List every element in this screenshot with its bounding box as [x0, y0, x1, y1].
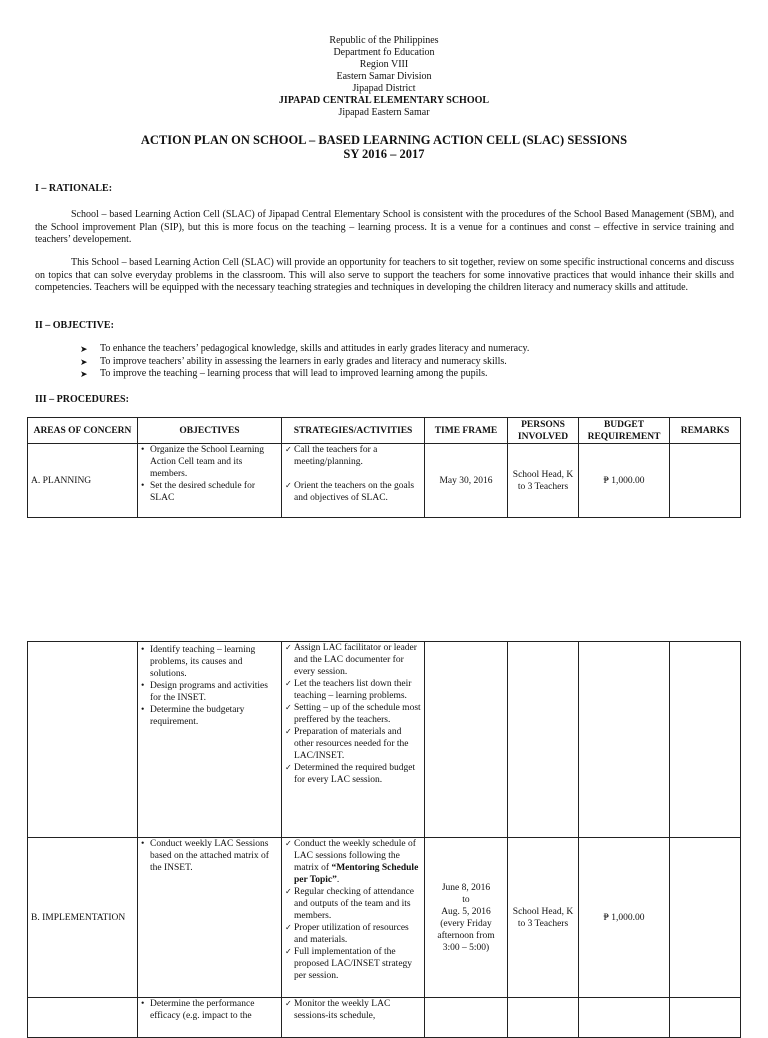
time-frame-cell: June 8, 2016 to Aug. 5, 2016 (every Friday afternoon from 3:00 – 5:00)	[425, 838, 508, 998]
column-header: TIME FRAME	[425, 418, 508, 444]
title-line: SY 2016 – 2017	[343, 147, 425, 161]
arrow-bullet-icon: ➤	[80, 369, 88, 379]
objectives-cell: • Conduct weekly LAC Sessions based on the attached matrix of the INSET.	[138, 838, 282, 998]
title-line: ACTION PLAN ON SCHOOL – BASED LEARNING ACTION CELL (SLAC) SESSIONS	[140, 133, 628, 147]
strategies-cell: ✓ Monitor the weekly LAC sessions-its schedule,	[282, 998, 425, 1038]
table-row	[28, 444, 741, 518]
remarks-cell	[670, 444, 741, 518]
strategies-cell: ✓ Conduct the weekly schedule of LAC sessions following the matrix of “Mentoring Schedule per Topic”. ✓ Regular checking of attendance and outputs of the team and its members. ✓ Proper utilization of resources and materials. ✓ Full implementation of the proposed LAC/INSET strategy per session.	[282, 838, 425, 998]
objectives-cell: • Organize the School Learning Action Cell team and its members. • Set the desired schedule for SLAC	[138, 444, 282, 518]
persons-cell: School Head, K to 3 Teachers	[508, 444, 579, 518]
header-line: Eastern Samar Division	[336, 71, 432, 82]
time-frame-cell: May 30, 2016	[425, 444, 508, 518]
rationale-heading: I – RATIONALE:	[35, 183, 113, 194]
area-cell	[28, 998, 138, 1038]
letterhead	[0, 35, 768, 119]
strategies-cell: ✓ Assign LAC facilitator or leader and the LAC documenter for every session. ✓ Let the teachers list down their teaching – learning problems. ✓ Setting – up of the schedule most preffered by the teachers. ✓ Preparation of materials and other resources needed for the LAC/INSET. ✓ Determined the required budget for every LAC session.	[282, 642, 425, 838]
column-header: REMARKS	[670, 418, 741, 444]
school-name: JIPAPAD CENTRAL ELEMENTARY SCHOOL	[278, 95, 490, 106]
header-line: Jipapad District	[352, 83, 416, 94]
area-cell: B. IMPLEMENTATION	[28, 838, 138, 998]
table-row	[28, 642, 741, 838]
column-header: STRATEGIES/ACTIVITIES	[282, 418, 425, 444]
arrow-bullet-icon: ➤	[80, 344, 88, 354]
procedures-table-continued	[27, 641, 741, 1038]
rationale-text-2: This School – based Learning Action Cell (SLAC) will provide an opportunity for teachers to sit together, review on some specific instructional concerns and discuss on topics that can solve everyday problems in the classroom. This will also serve to support the teachers for some innovative practices that would inhance their skills and competencies. Teachers will be equipped with the necessary teaching strategies and techniques in developing the children literacy and numeracy skills and attitude.	[35, 257, 734, 293]
arrow-bullet-icon: ➤	[80, 356, 88, 367]
objective-item: ➤ To improve the teaching – learning process that will lead to improved learning among the pupils.	[80, 368, 488, 379]
objective-item: ➤ To improve teachers’ ability in assessing the learners in early grades and literacy and numeracy skills.	[80, 355, 507, 367]
area-cell	[28, 642, 138, 838]
objectives-cell: • Determine the performance efficacy (e.g. impact to the	[138, 998, 282, 1038]
budget-cell: ₱ 1,000.00	[579, 838, 670, 998]
budget-cell: ₱ 1,000.00	[579, 444, 670, 518]
strategies-cell: ✓ Call the teachers for a meeting/planning. ✓ Orient the teachers on the goals and objectives of SLAC.	[282, 444, 425, 518]
header-line: Jipapad Eastern Samar	[338, 107, 430, 118]
column-header: OBJECTIVES	[138, 418, 282, 444]
objective-list	[80, 343, 529, 381]
rationale-text-1: School – based Learning Action Cell (SLAC) of Jipapad Central Elementary School is consistent with the procedures of the School Based Management (SBM), and the School improvement Plan (SIP), but this is more focus on the teaching – learning process. It is a venue for a continues and const – effective in service training and teachers’ developement.	[35, 209, 734, 245]
remarks-cell	[670, 838, 741, 998]
objective-heading: II – OBJECTIVE:	[35, 320, 114, 331]
objective-item: ➤ To enhance the teachers’ pedagogical knowledge, skills and attitudes in early grades literacy and numeracy.	[80, 343, 530, 354]
header-line: Region VIII	[359, 59, 409, 70]
rationale-paragraph-1	[35, 209, 734, 247]
column-header: PERSONS INVOLVED	[508, 418, 579, 444]
rationale-paragraph-2	[35, 257, 734, 295]
column-header: AREAS OF CONCERN	[28, 418, 138, 444]
table-header-row	[28, 418, 741, 444]
area-cell: A. PLANNING	[28, 444, 138, 518]
header-line: Department fo Education	[333, 47, 435, 58]
table-row	[28, 838, 741, 998]
persons-cell: School Head, K to 3 Teachers	[508, 838, 579, 998]
procedures-table	[27, 417, 741, 518]
objectives-cell: • Identify teaching – learning problems, its causes and solutions. • Design programs and activities for the INSET. • Determine the budgetary requirement.	[138, 642, 282, 838]
column-header: BUDGET REQUIREMENT	[579, 418, 670, 444]
header-line: Republic of the Philippines	[329, 35, 439, 46]
procedures-heading: III – PROCEDURES:	[35, 394, 129, 405]
document-title	[0, 133, 768, 161]
table-row	[28, 998, 741, 1038]
